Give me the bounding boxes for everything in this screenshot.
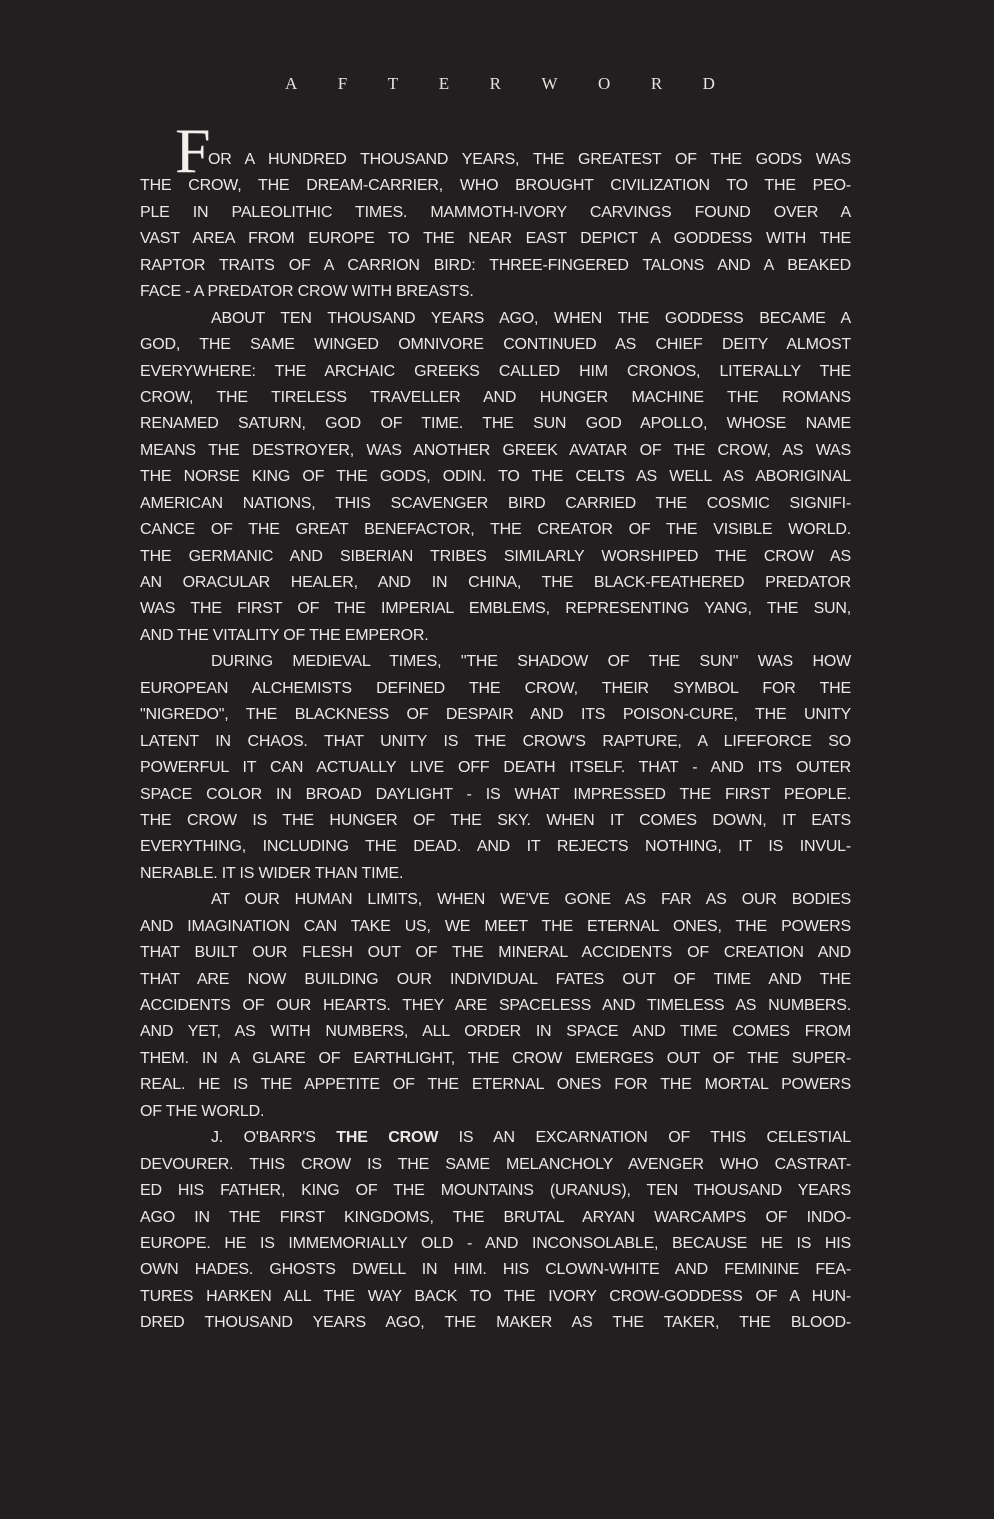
paragraph — [140, 887, 851, 1125]
title-letter: D — [702, 74, 715, 93]
text-line: EVERYWHERE: THE ARCHAIC GREEKS CALLED HIM CRONOS, LITERALLY THE — [140, 362, 851, 380]
drop-cap: F — [175, 115, 211, 186]
text-line: POWERFUL IT CAN ACTUALLY LIVE OFF DEATH ITSELF. THAT - AND ITS OUTER — [140, 759, 851, 777]
text-line: AN ORACULAR HEALER, AND IN CHINA, THE BLACK-FEATHERED PREDATOR — [140, 574, 851, 591]
text-line: CROW, THE TIRELESS TRAVELLER AND HUNGER MACHINE THE ROMANS — [140, 388, 851, 406]
text-line: DURING MEDIEVAL TIMES, "THE SHADOW OF THE SUN" WAS HOW — [211, 653, 851, 671]
text-line: ED HIS FATHER, KING OF THE MOUNTAINS (URANUS), TEN THOUSAND YEARS — [140, 1182, 851, 1200]
text-line: PLE IN PALEOLITHIC TIMES. MAMMOTH-IVORY CARVINGS FOUND OVER A — [140, 203, 851, 221]
text-line: ACCIDENTS OF OUR HEARTS. THEY ARE SPACELESS AND TIMELESS AS NUMBERS. — [140, 997, 851, 1014]
text-line: OF THE WORLD. — [140, 1102, 265, 1120]
title-letter: R — [489, 74, 501, 93]
paragraph — [140, 1125, 851, 1337]
paragraph — [140, 147, 851, 306]
text-line: AND THE VITALITY OF THE EMPEROR. — [140, 626, 429, 644]
text-line: AND YET, AS WITH NUMBERS, ALL ORDER IN SPACE AND TIME COMES FROM — [140, 1023, 851, 1041]
text-line: THEM. IN A GLARE OF EARTHLIGHT, THE CROW EMERGES OUT OF THE SUPER- — [140, 1049, 851, 1067]
title-letter: R — [650, 74, 663, 93]
title-letter: O — [598, 74, 611, 93]
text-line: OWN HADES. GHOSTS DWELL IN HIM. HIS CLOWN-WHITE AND FEMININE FEA- — [140, 1261, 851, 1279]
text-line: LATENT IN CHAOS. THAT UNITY IS THE CROW'S RAPTURE, A LIFEFORCE SO — [140, 732, 851, 750]
text-line: AND IMAGINATION CAN TAKE US, WE MEET THE ETERNAL ONES, THE POWERS — [140, 917, 851, 935]
text-line: DRED THOUSAND YEARS AGO, THE MAKER AS THE TAKER, THE BLOOD- — [140, 1314, 851, 1332]
text-line: DEVOURER. THIS CROW IS THE SAME MELANCHOLY AVENGER WHO CASTRAT- — [140, 1155, 851, 1173]
text-line: REAL. HE IS THE APPETITE OF THE ETERNAL ONES FOR THE MORTAL POWERS — [140, 1076, 851, 1094]
text-line: SPACE COLOR IN BROAD DAYLIGHT - IS WHAT IMPRESSED THE FIRST PEOPLE. — [140, 785, 851, 803]
text-line: EVERYTHING, INCLUDING THE DEAD. AND IT REJECTS NOTHING, IT IS INVUL- — [140, 838, 851, 856]
text-line: THAT BUILT OUR FLESH OUT OF THE MINERAL ACCIDENTS OF CREATION AND — [140, 944, 851, 962]
text-line: THE CROW, THE DREAM-CARRIER, WHO BROUGHT CIVILIZATION TO THE PEO- — [140, 177, 851, 195]
text-line: "NIGREDO", THE BLACKNESS OF DESPAIR AND ITS POISON-CURE, THE UNITY — [140, 706, 851, 724]
text-line: EUROPEAN ALCHEMISTS DEFINED THE CROW, THEIR SYMBOL FOR THE — [140, 679, 851, 697]
book-title: THE CROW — [336, 1129, 439, 1147]
text-line: FACE - A PREDATOR CROW WITH BREASTS. — [140, 283, 474, 301]
text-line: WAS THE FIRST OF THE IMPERIAL EMBLEMS, REPRESENTING YANG, THE SUN, — [140, 600, 851, 618]
page-title — [285, 74, 715, 94]
text-line: RAPTOR TRAITS OF A CARRION BIRD: THREE-FINGERED TALONS AND A BEAKED — [140, 256, 851, 274]
title-letter: A — [285, 74, 298, 93]
title-letter: T — [387, 74, 399, 93]
text-line: TURES HARKEN ALL THE WAY BACK TO THE IVORY CROW-GODDESS OF A HUN- — [140, 1287, 851, 1305]
text-line: AMERICAN NATIONS, THIS SCAVENGER BIRD CARRIED THE COSMIC SIGNIFI- — [140, 494, 851, 512]
title-letter: E — [438, 74, 450, 93]
paragraph — [140, 649, 851, 887]
title-letter: W — [541, 74, 558, 93]
text-line: OR A HUNDRED THOUSAND YEARS, THE GREATEST OF THE GODS WAS — [208, 151, 851, 168]
text-line: VAST AREA FROM EUROPE TO THE NEAR EAST DEPICT A GODDESS WITH THE — [140, 230, 851, 248]
text-line: MEANS THE DESTROYER, WAS ANOTHER GREEK AVATAR OF THE CROW, AS WAS — [140, 441, 851, 459]
afterword-body — [140, 115, 851, 1337]
text-line: THE CROW IS THE HUNGER OF THE SKY. WHEN IT COMES DOWN, IT EATS — [140, 811, 851, 829]
title-letter: F — [337, 74, 348, 93]
text-line: GOD, THE SAME WINGED OMNIVORE CONTINUED AS CHIEF DEITY ALMOST — [140, 336, 851, 354]
text-line: ABOUT TEN THOUSAND YEARS AGO, WHEN THE GODDESS BECAME A — [211, 309, 851, 327]
text-line: NERABLE. IT IS WIDER THAN TIME. — [140, 864, 404, 882]
text-line: EUROPE. HE IS IMMEMORIALLY OLD - AND INCONSOLABLE, BECAUSE HE IS HIS — [140, 1234, 851, 1252]
text-line: THE NORSE KING OF THE GODS, ODIN. TO THE CELTS AS WELL AS ABORIGINAL — [140, 468, 851, 486]
text-line: THE GERMANIC AND SIBERIAN TRIBES SIMILARLY WORSHIPED THE CROW AS — [140, 547, 851, 565]
text-line: RENAMED SATURN, GOD OF TIME. THE SUN GOD APOLLO, WHOSE NAME — [140, 415, 851, 433]
text-line: THAT ARE NOW BUILDING OUR INDIVIDUAL FATES OUT OF TIME AND THE — [140, 970, 851, 988]
text-line: AT OUR HUMAN LIMITS, WHEN WE'VE GONE AS FAR AS OUR BODIES — [211, 891, 851, 909]
text-line: CANCE OF THE GREAT BENEFACTOR, THE CREATOR OF THE VISIBLE WORLD. — [140, 521, 851, 539]
paragraph — [140, 306, 851, 650]
text-line: AGO IN THE FIRST KINGDOMS, THE BRUTAL ARYAN WARCAMPS OF INDO- — [140, 1208, 851, 1226]
text-line: J. O'BARR'S THE CROW IS AN EXCARNATION OF THIS CELESTIAL — [211, 1129, 851, 1147]
